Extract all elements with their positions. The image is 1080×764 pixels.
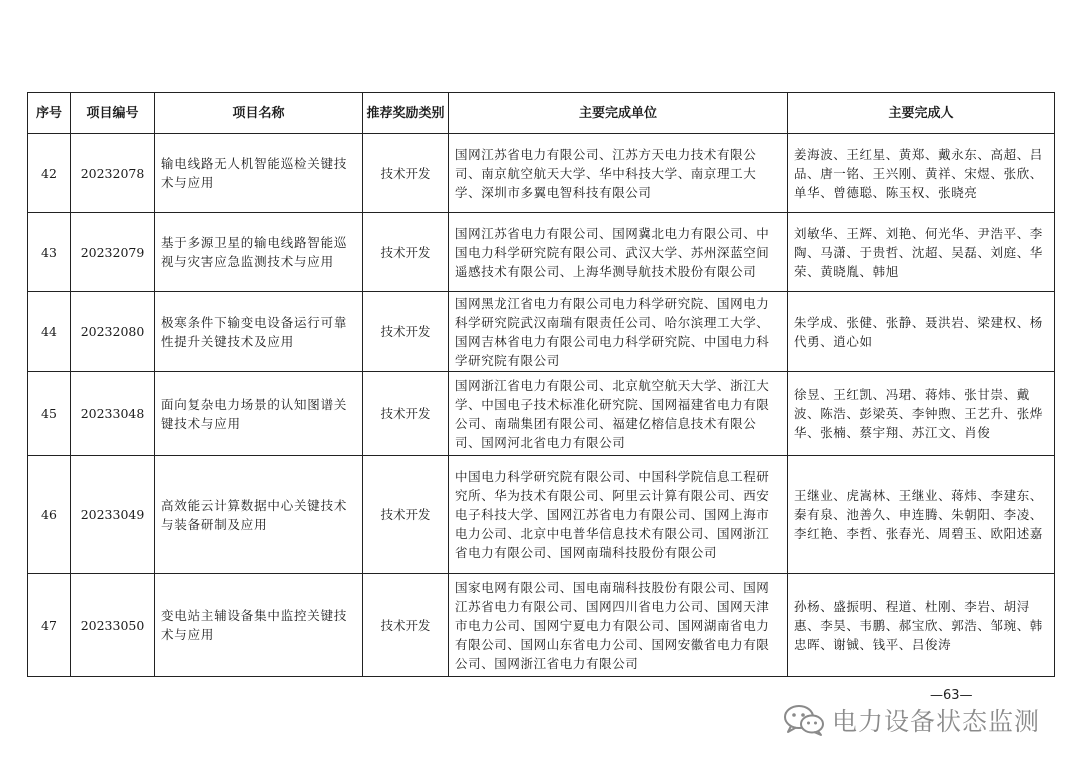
row-units: 国网江苏省电力有限公司、国网冀北电力有限公司、中国电力科学研究院有限公司、武汉大学、苏州深蓝空间遥感技术有限公司、上海华测导航技术股份有限公司 — [449, 213, 788, 292]
row-index: 47 — [28, 574, 71, 677]
row-code: 20233049 — [71, 456, 155, 574]
row-code: 20232080 — [71, 292, 155, 372]
table-header-row — [28, 93, 1055, 134]
row-units: 国网浙江省电力有限公司、北京航空航天大学、浙江大学、中国电子技术标准化研究院、国网福建省电力有限公司、南瑞集团有限公司、福建亿榕信息技术有限公司、国网河北省电力有限公司 — [449, 372, 788, 456]
row-project-name: 高效能云计算数据中心关键技术与装备研制及应用 — [155, 456, 363, 574]
row-units: 国家电网有限公司、国电南瑞科技股份有限公司、国网江苏省电力有限公司、国网四川省电力公司、国网天津市电力公司、国网宁夏电力有限公司、国网湖南省电力有限公司、国网山东省电力公司、国网安徽省电力有限公司、国网浙江省电力有限公司 — [449, 574, 788, 677]
row-index: 43 — [28, 213, 71, 292]
row-units: 国网江苏省电力有限公司、江苏方天电力技术有限公司、南京航空航天大学、华中科技大学、南京理工大学、深圳市多翼电智科技有限公司 — [449, 134, 788, 213]
row-project-name: 输电线路无人机智能巡检关键技术与应用 — [155, 134, 363, 213]
row-category: 技术开发 — [363, 372, 449, 456]
row-category: 技术开发 — [363, 292, 449, 372]
table-row — [28, 574, 1055, 677]
table-row — [28, 134, 1055, 213]
row-index: 44 — [28, 292, 71, 372]
watermark — [782, 700, 1040, 740]
row-people: 徐昱、王红凯、冯珺、蒋炜、张甘崇、戴波、陈浩、彭梁英、李钟煦、王艺升、张烨华、张楠、蔡宇翔、苏江文、肖俊 — [788, 372, 1055, 456]
row-category: 技术开发 — [363, 213, 449, 292]
watermark-text: 电力设备状态监测 — [832, 707, 1041, 736]
row-category: 技术开发 — [363, 456, 449, 574]
header-category: 推荐奖励类别 — [363, 93, 449, 134]
header-project-name: 项目名称 — [155, 93, 363, 134]
table-row — [28, 292, 1055, 372]
page-number: —63— — [930, 688, 973, 703]
row-category: 技术开发 — [363, 574, 449, 677]
row-people: 王继业、虎嵩林、王继业、蒋炜、李建东、秦有泉、池善久、申连腾、朱朝阳、李凌、李红艳、李哲、张春光、周碧玉、欧阳述嘉 — [788, 456, 1055, 574]
row-people: 孙杨、盛振明、程道、杜刚、李岩、胡浔惠、李昊、韦鹏、郝宝欣、郭浩、邹琬、韩忠晖、谢铖、钱平、吕俊涛 — [788, 574, 1055, 677]
row-project-name: 极寒条件下输变电设备运行可靠性提升关键技术及应用 — [155, 292, 363, 372]
row-project-name: 基于多源卫星的输电线路智能巡视与灾害应急监测技术与应用 — [155, 213, 363, 292]
row-units: 国网黑龙江省电力有限公司电力科学研究院、国网电力科学研究院武汉南瑞有限责任公司、哈尔滨理工大学、国网吉林省电力有限公司电力科学研究院、中国电力科学研究院有限公司 — [449, 292, 788, 372]
wechat-icon — [782, 703, 826, 737]
row-code: 20233050 — [71, 574, 155, 677]
header-index: 序号 — [28, 93, 71, 134]
row-project-name: 变电站主辅设备集中监控关键技术与应用 — [155, 574, 363, 677]
award-table — [27, 92, 1055, 677]
table-row — [28, 456, 1055, 574]
header-code: 项目编号 — [71, 93, 155, 134]
row-people: 朱学成、张健、张静、聂洪岩、梁建权、杨代勇、逍心如 — [788, 292, 1055, 372]
row-people: 姜海波、王红星、黄郑、戴永东、高超、吕品、唐一铭、王兴刚、黄祥、宋煜、张欣、单华、曾德聪、陈玉权、张晓亮 — [788, 134, 1055, 213]
row-index: 42 — [28, 134, 71, 213]
row-code: 20233048 — [71, 372, 155, 456]
row-code: 20232078 — [71, 134, 155, 213]
row-code: 20232079 — [71, 213, 155, 292]
table-row — [28, 213, 1055, 292]
row-project-name: 面向复杂电力场景的认知图谱关键技术与应用 — [155, 372, 363, 456]
row-people: 刘敏华、王辉、刘艳、何光华、尹浩平、李陶、马潇、于贵哲、沈超、吴磊、刘庭、华荣、黄晓胤、韩旭 — [788, 213, 1055, 292]
header-units: 主要完成单位 — [449, 93, 788, 134]
row-index: 46 — [28, 456, 71, 574]
row-index: 45 — [28, 372, 71, 456]
row-units: 中国电力科学研究院有限公司、中国科学院信息工程研究所、华为技术有限公司、阿里云计算有限公司、西安电子科技大学、国网江苏省电力有限公司、国网上海市电力公司、北京中电普华信息技术有限公司、国网浙江省电力有限公司、国网南瑞科技股份有限公司 — [449, 456, 788, 574]
table-row — [28, 372, 1055, 456]
header-people: 主要完成人 — [788, 93, 1055, 134]
row-category: 技术开发 — [363, 134, 449, 213]
